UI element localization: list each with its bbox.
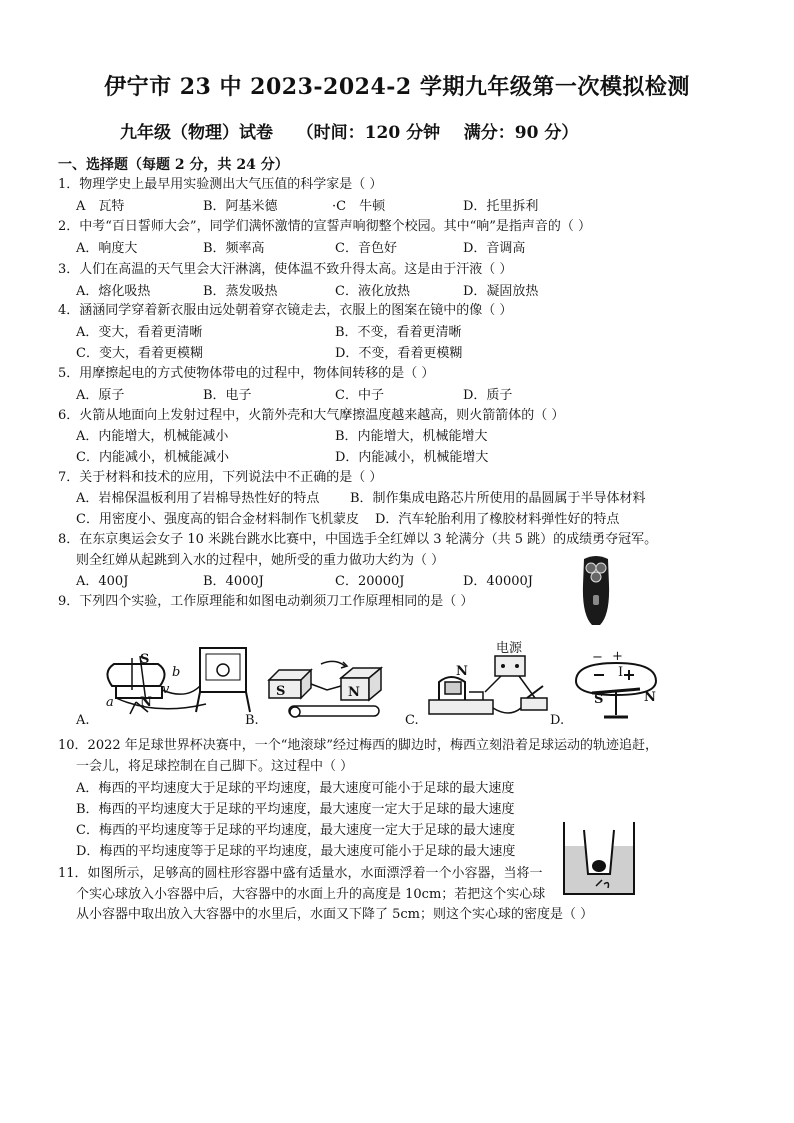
q10-option-d: D．梅西的平均速度等于足球的平均速度，最大速度可能小于足球的最大速度 xyxy=(76,844,516,859)
q8-option-a: A．400J xyxy=(76,574,129,589)
q3-option-d: D．凝固放热 xyxy=(463,284,539,299)
q4-option-d: D．不变，看着更模糊 xyxy=(335,346,463,361)
section-heading: 一、选择题（每题 2 分，共 24 分） xyxy=(58,157,289,173)
q5-option-a: A．原子 xyxy=(76,388,125,403)
question-2: 2．中考“百日誓师大会”，同学们满怀激情的宣誓声响彻整个校园。其中“响”是指声音的（ ） xyxy=(58,219,591,234)
experiment-a-figure xyxy=(96,642,256,720)
q4-option-b: B．不变，看着更清晰 xyxy=(335,325,462,340)
question-8-line2: 则全红婵从起跳到入水的过程中，她所受的重力做功大约为（ ） xyxy=(76,553,445,568)
q1-option-d: D．托里拆利 xyxy=(463,199,539,214)
fig-d-label-plus: + xyxy=(612,649,623,664)
fig-a-label-a: a xyxy=(106,695,114,710)
q2-option-c: C．音色好 xyxy=(335,241,397,256)
electric-shaver-figure xyxy=(578,555,614,627)
q7-option-c: C．用密度小、强度高的铝合金材料制作飞机蒙皮 xyxy=(76,512,359,527)
experiment-c-figure xyxy=(425,652,555,722)
q5-option-d: D．质子 xyxy=(463,388,513,403)
q7-option-a: A．岩棉保温板利用了岩棉导热性好的特点 xyxy=(76,491,320,506)
question-1: 1．物理学史上最早用实验测出大气压值的科学家是（ ） xyxy=(58,177,383,192)
q5-option-c: C．中子 xyxy=(335,388,384,403)
fig-c-label-n: N xyxy=(456,664,468,679)
q8-option-c: C．20000J xyxy=(335,574,405,589)
q9-option-c: C. xyxy=(405,713,419,728)
q9-option-a: A. xyxy=(76,713,90,728)
question-8: 8．在东京奥运会女子 10 米跳台跳水比赛中，中国选手全红婵以 3 轮满分（共 5 跳）的成绩勇夺冠军。 xyxy=(58,532,658,547)
q8-option-b: B．4000J xyxy=(203,574,264,589)
q4-option-a: A．变大，看着更清晰 xyxy=(76,325,203,340)
fig-c-label-power: 电源 xyxy=(496,641,523,656)
q1-option-c: ·C 牛顿 xyxy=(332,199,386,214)
q10-option-c: C．梅西的平均速度等于足球的平均速度，最大速度一定大于足球的最大速度 xyxy=(76,823,515,838)
fig-a-label-b: b xyxy=(172,665,181,680)
q6-option-a: A．内能增大，机械能减小 xyxy=(76,429,229,444)
fig-b-label-n: N xyxy=(348,685,360,700)
question-3: 3．人们在高温的天气里会大汗淋漓，使体温不致升得太高。这是由于汗液（ ） xyxy=(58,262,513,277)
q6-option-b: B．内能增大，机械能增大 xyxy=(335,429,488,444)
question-10: 10．2022 年足球世界杯决赛中，一个“地滚球”经过梅西的脚边时，梅西立刻沿着足球运动的轨迹追赶， xyxy=(58,738,659,753)
q5-option-b: B．电子 xyxy=(203,388,252,403)
q8-option-d: D．40000J xyxy=(463,574,533,589)
q10-option-b: B．梅西的平均速度大于足球的平均速度，最大速度一定大于足球的最大速度 xyxy=(76,802,515,817)
exam-title: 伊宁市 23 中 2023-2024-2 学期九年级第一次模拟检测 xyxy=(104,74,690,100)
q9-option-b: B. xyxy=(245,713,259,728)
q2-option-d: D．音调高 xyxy=(463,241,526,256)
q7-option-b: B．制作集成电路芯片所使用的晶圆属于半导体材料 xyxy=(350,491,646,506)
question-11-line3: 从小容器中取出放入大容器中的水里后，水面又下降了 5cm；则这个实心球的密度是（ ） xyxy=(76,907,594,922)
q3-option-a: A．熔化吸热 xyxy=(76,284,151,299)
question-5: 5．用摩擦起电的方式使物体带电的过程中，物体间转移的是（ ） xyxy=(58,366,435,381)
question-10-line2: 一会儿，将足球控制在自己脚下。这过程中（ ） xyxy=(76,759,354,774)
q9-option-d: D. xyxy=(550,713,565,728)
fig-d-label-s: S xyxy=(594,692,604,707)
container-figure xyxy=(560,818,638,898)
q2-option-b: B．频率高 xyxy=(203,241,265,256)
fig-a-label-s: S xyxy=(140,652,150,667)
q1-option-a: A 瓦特 xyxy=(76,199,125,214)
q1-option-b: B．阿基米德 xyxy=(203,199,278,214)
question-6: 6．火箭从地面向上发射过程中，火箭外壳和大气摩擦温度越来越高，则火箭箭体的（ ） xyxy=(58,408,565,423)
q3-option-b: B．蒸发吸热 xyxy=(203,284,278,299)
fig-d-label-minus: − xyxy=(592,650,603,665)
q6-option-c: C．内能减小，机械能减小 xyxy=(76,450,229,465)
question-11-line2: 个实心球放入小容器中后，大容器中的水面上升的高度是 10cm；若把这个实心球 xyxy=(76,887,546,902)
fig-d-label-i: I xyxy=(618,665,624,680)
q4-option-c: C．变大，看着更模糊 xyxy=(76,346,203,361)
q10-option-a: A．梅西的平均速度大于足球的平均速度，最大速度可能小于足球的最大速度 xyxy=(76,781,515,796)
question-11: 11．如图所示，足够高的圆柱形容器中盛有适量水，水面漂浮着一个小容器，当将一 xyxy=(58,866,543,881)
q2-option-a: A．响度大 xyxy=(76,241,138,256)
fig-a-label-v: v xyxy=(162,682,170,697)
q6-option-d: D．内能减小，机械能增大 xyxy=(335,450,489,465)
question-9: 9．下列四个实验，工作原理能和如图电动剃须刀工作原理相同的是（ ） xyxy=(58,594,474,609)
q3-option-c: C．液化放热 xyxy=(335,284,410,299)
fig-b-label-s: S xyxy=(276,684,286,699)
fig-a-label-n: N xyxy=(140,695,152,710)
q7-option-d: D．汽车轮胎利用了橡胶材料弹性好的特点 xyxy=(375,512,620,527)
question-7: 7．关于材料和技术的应用，下列说法中不正确的是（ ） xyxy=(58,470,383,485)
exam-subtitle: 九年级（物理）试卷 （时间：120 分钟 满分：90 分） xyxy=(120,123,579,143)
fig-d-label-n: N xyxy=(644,690,656,705)
question-4: 4．涵涵同学穿着新衣服由远处朝着穿衣镜走去，衣服上的图案在镜中的像（ ） xyxy=(58,303,513,318)
